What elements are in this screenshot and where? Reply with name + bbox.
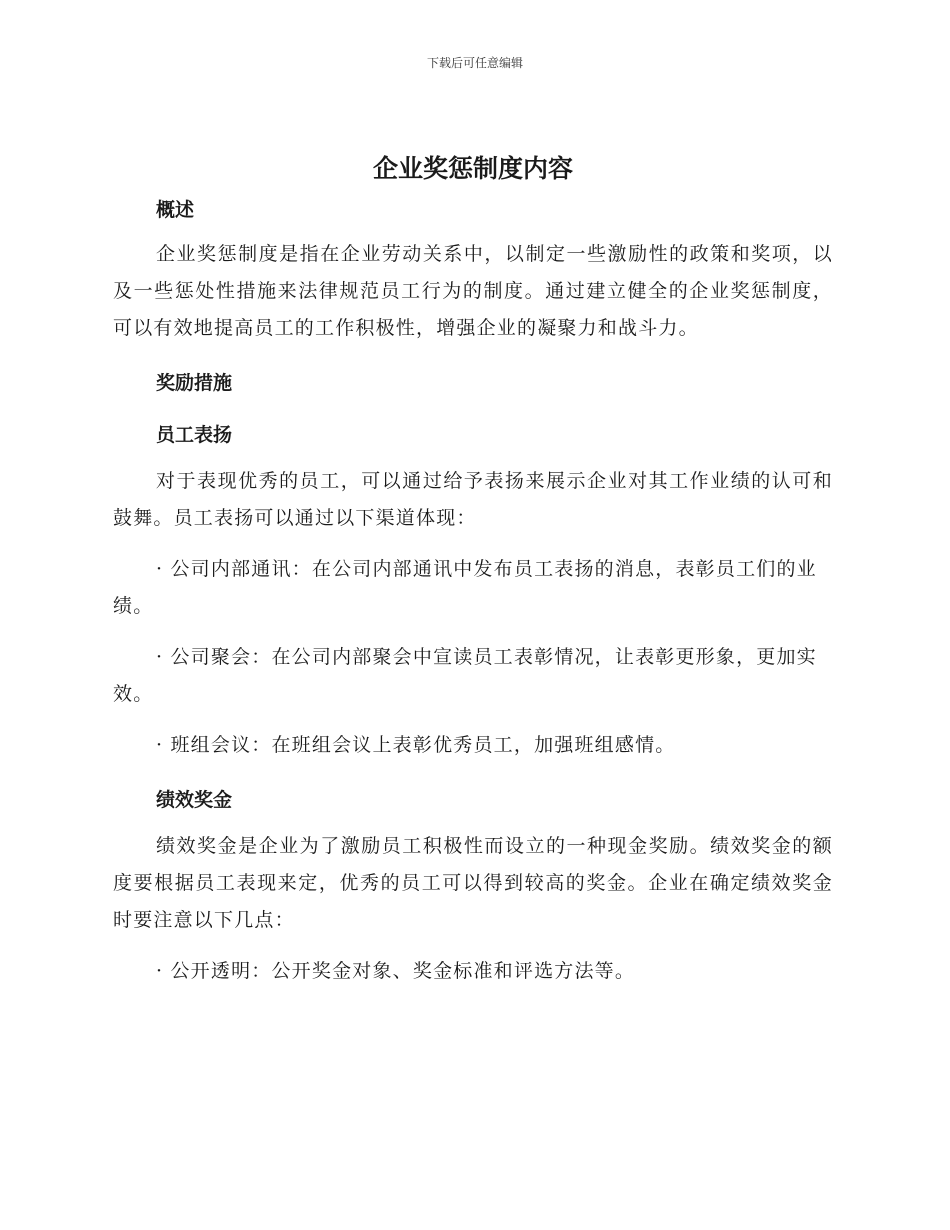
document-body [113,150,833,990]
praise-bullet-item: · 公司内部通讯：在公司内部通讯中发布员工表扬的消息，表彰员工们的业绩。 [113,558,817,617]
header-note: 下载后可任意编辑 [426,56,523,70]
section-heading-rewards: 奖励措施 [156,372,233,394]
section-heading-overview: 概述 [156,199,195,221]
bonus-bullet-item: · 公开透明：公开奖金对象、奖金标准和评选方法等。 [156,960,636,982]
bonus-paragraph: 绩效奖金是企业为了激励员工积极性而设立的一种现金奖励。绩效奖金的额度要根据员工表现来定，优秀的员工可以得到较高的奖金。企业在确定绩效奖金时要注意以下几点： [113,835,833,931]
subsection-heading-bonus: 绩效奖金 [156,789,233,811]
praise-bullet-item: · 公司聚会：在公司内部聚会中宣读员工表彰情况，让表彰更形象，更加实效。 [113,646,817,705]
praise-bullet-item: · 班组会议：在班组会议上表彰优秀员工，加强班组感情。 [156,734,676,756]
overview-paragraph: 企业奖惩制度是指在企业劳动关系中，以制定一些激励性的政策和奖项，以及一些惩处性措施来法律规范员工行为的制度。通过建立健全的企业奖惩制度，可以有效地提高员工的工作积极性，增强企业的凝聚力和战斗力。 [113,243,833,339]
praise-paragraph: 对于表现优秀的员工，可以通过给予表扬来展示企业对其工作业绩的认可和鼓舞。员工表扬可以通过以下渠道体现： [113,470,833,529]
subsection-heading-praise: 员工表扬 [156,424,233,446]
document-title: 企业奖惩制度内容 [372,154,573,183]
